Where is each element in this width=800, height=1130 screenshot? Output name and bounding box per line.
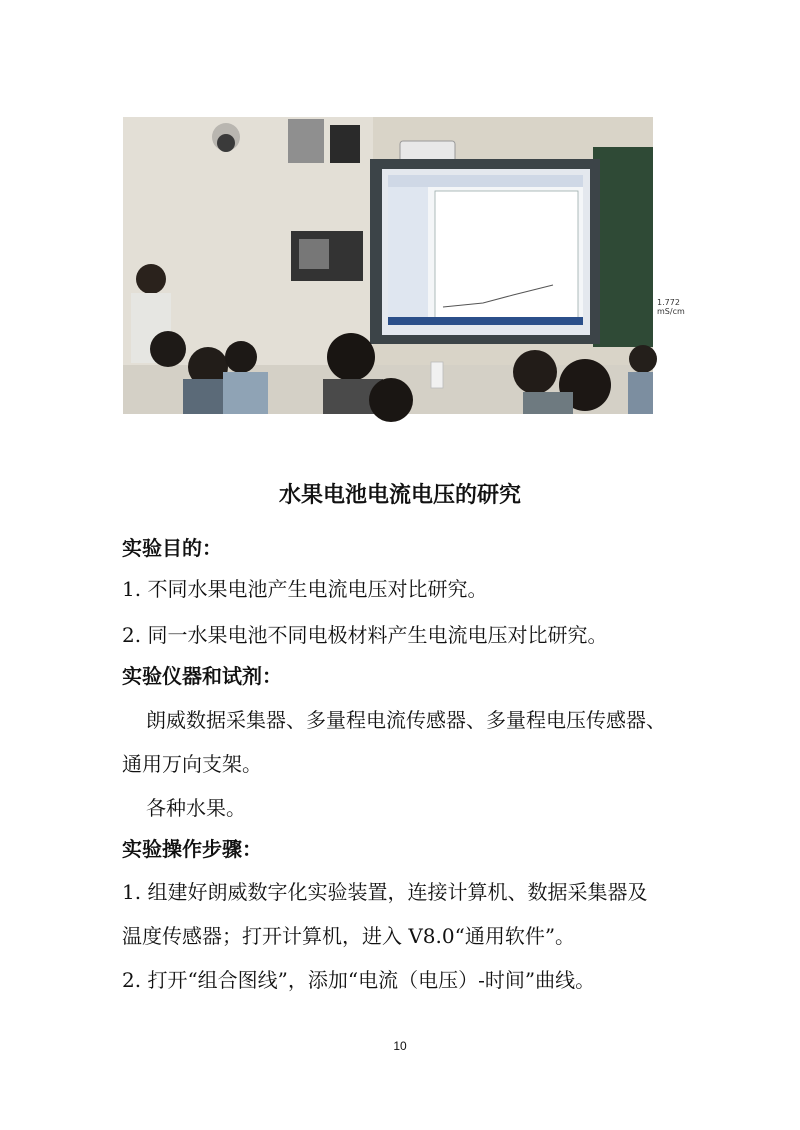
- steps-line-3: 2. 打开“组合图线”，添加“电流（电压）-时间”曲线。: [122, 968, 596, 992]
- equipment-line-1: 朗威数据采集器、多量程电流传感器、多量程电压传感器、: [146, 708, 666, 732]
- steps-line-2: 温度传感器；打开计算机，进入 V8.0“通用软件”。: [122, 924, 576, 948]
- page-number: 10: [393, 1039, 407, 1053]
- steps-line-1: 1. 组建好朗威数字化实验装置，连接计算机、数据采集器及: [122, 880, 648, 904]
- purpose-heading: 实验目的：: [122, 536, 222, 560]
- equipment-heading: 实验仪器和试剂：: [122, 664, 282, 688]
- document-title: 水果电池电流电压的研究: [278, 483, 521, 508]
- purpose-item-1: 1. 不同水果电池产生电流电压对比研究。: [122, 577, 488, 601]
- classroom-scene: [123, 117, 653, 414]
- purpose-item-2: 2. 同一水果电池不同电极材料产生电流电压对比研究。: [122, 623, 608, 647]
- classroom-photo: [123, 117, 685, 414]
- equipment-line-3: 各种水果。: [146, 796, 246, 820]
- steps-heading: 实验操作步骤：: [122, 837, 262, 861]
- equipment-line-2: 通用万向支架。: [122, 752, 262, 776]
- screen-conductivity-reading: 1.772 mS/cm: [657, 298, 685, 316]
